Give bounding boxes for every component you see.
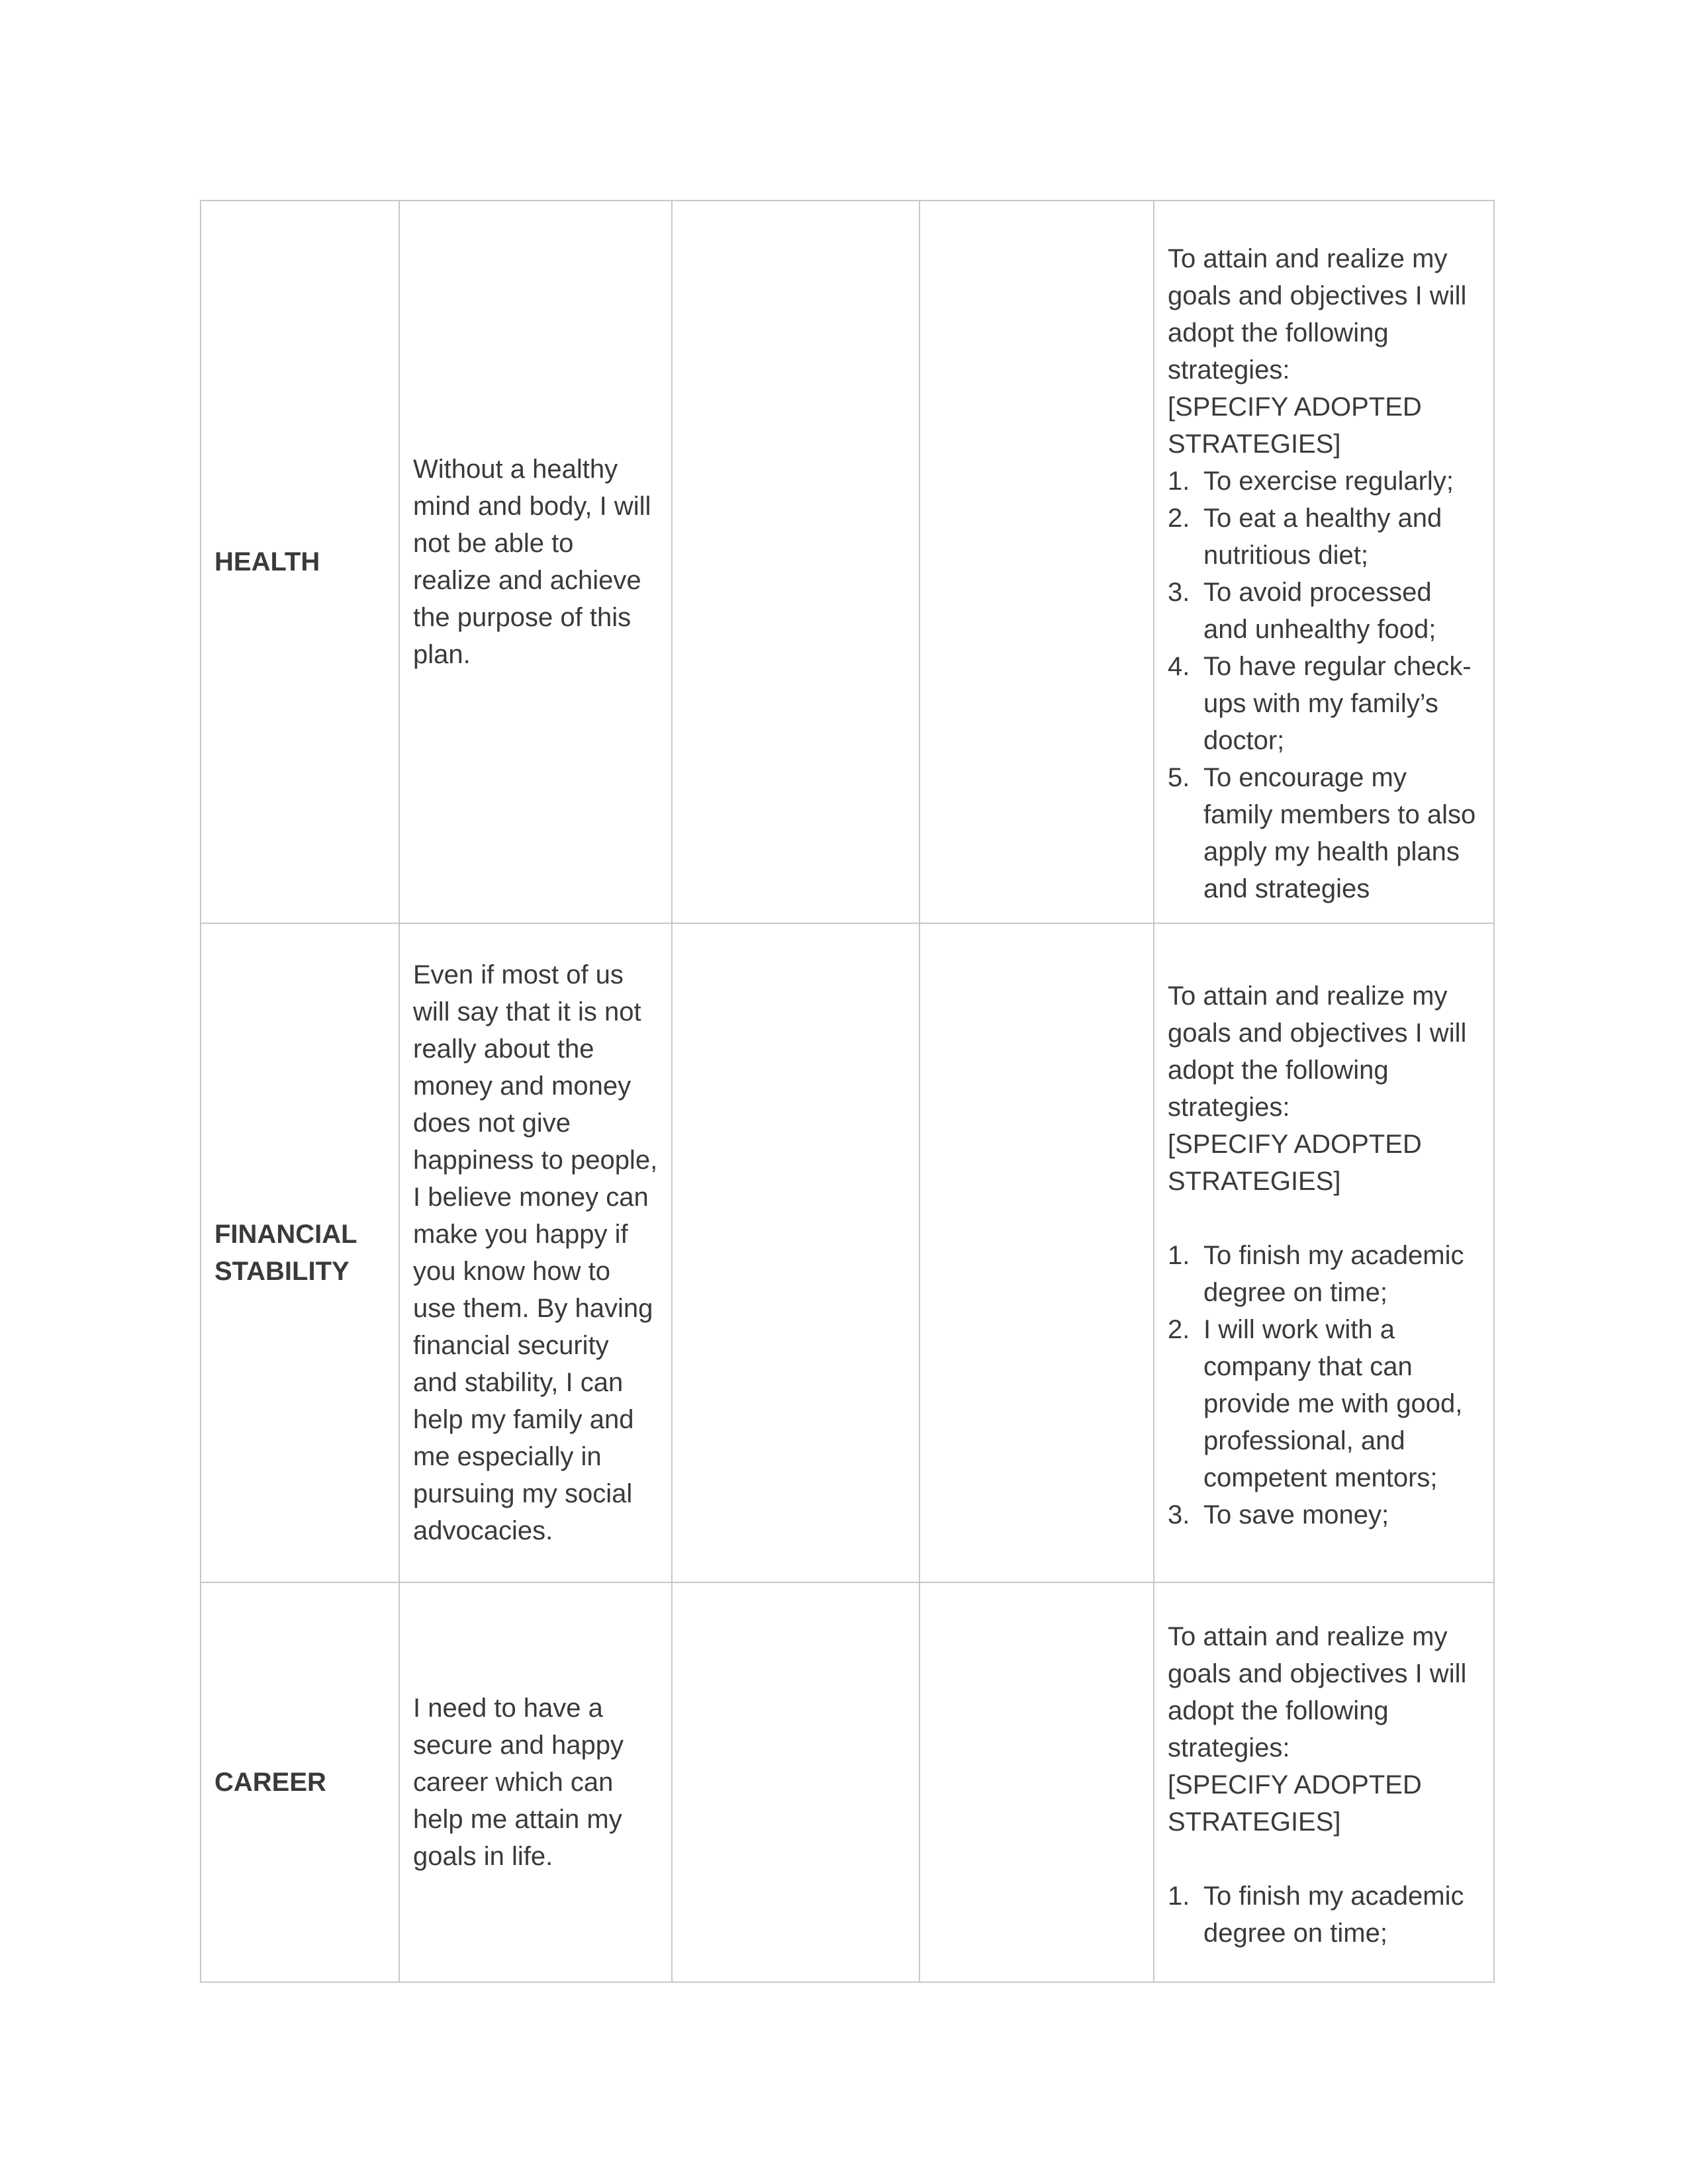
list-item: 1. To exercise regularly; xyxy=(1168,467,1454,496)
blank-line xyxy=(1168,1200,1480,1237)
category-cell: FINANCIAL STABILITY xyxy=(201,923,399,1582)
strategy-placeholder: [SPECIFY ADOPTED STRATEGIES] xyxy=(1168,1130,1422,1196)
reason-cell: Even if most of us will say that it is not really about the money and money does not give happiness to people, I believe money can make you happy if you know how to use them. By having financial security and stability, I can help my family and me especially in pursuing my social advocacies. xyxy=(399,923,672,1582)
list-item: 1. To finish my academic degree on time; xyxy=(1168,1241,1464,1307)
table-row-career xyxy=(201,1582,1494,1982)
strategy-placeholder: [SPECIFY ADOPTED STRATEGIES] xyxy=(1168,1770,1422,1837)
reason-cell: I need to have a secure and happy career which can help me attain my goals in life. xyxy=(399,1582,672,1982)
strategies-cell xyxy=(1154,1582,1494,1982)
list-item: 3. To save money; xyxy=(1168,1500,1389,1529)
empty-cell xyxy=(919,201,1154,923)
empty-cell xyxy=(919,1582,1154,1982)
list-item: 5. To encourage my family members to also apply my health plans and strategies xyxy=(1168,763,1476,903)
goals-table xyxy=(200,200,1495,1983)
list-item: 2. I will work with a company that can provide me with good, professional, and competent mentors; xyxy=(1168,1315,1463,1492)
strategy-intro: To attain and realize my goals and objectives I will adopt the following strategies: xyxy=(1168,1622,1467,1762)
empty-cell xyxy=(672,201,919,923)
empty-cell xyxy=(919,923,1154,1582)
list-item: 2. To eat a healthy and nutritious diet; xyxy=(1168,504,1442,570)
list-item: 1. To finish my academic degree on time; xyxy=(1168,1882,1464,1948)
empty-cell xyxy=(672,923,919,1582)
reason-cell: Without a healthy mind and body, I will not be able to realize and achieve the purpose of this plan. xyxy=(399,201,672,923)
strategy-intro: To attain and realize my goals and objectives I will adopt the following strategies: xyxy=(1168,981,1467,1122)
list-item: 3. To avoid processed and unhealthy food; xyxy=(1168,578,1436,644)
strategy-list xyxy=(1168,463,1480,907)
strategies-cell xyxy=(1154,923,1494,1582)
table-row-health xyxy=(201,201,1494,923)
strategies-cell xyxy=(1154,201,1494,923)
strategy-list xyxy=(1168,1878,1480,1952)
blank-line xyxy=(1168,1841,1480,1878)
category-cell: CAREER xyxy=(201,1582,399,1982)
table-row-financial-stability xyxy=(201,923,1494,1582)
strategy-placeholder: [SPECIFY ADOPTED STRATEGIES] xyxy=(1168,392,1422,459)
category-cell: HEALTH xyxy=(201,201,399,923)
list-item: 4. To have regular check-ups with my family’s doctor; xyxy=(1168,652,1472,755)
strategy-intro: To attain and realize my goals and objectives I will adopt the following strategies: xyxy=(1168,244,1467,385)
strategy-list xyxy=(1168,1237,1480,1533)
empty-cell xyxy=(672,1582,919,1982)
